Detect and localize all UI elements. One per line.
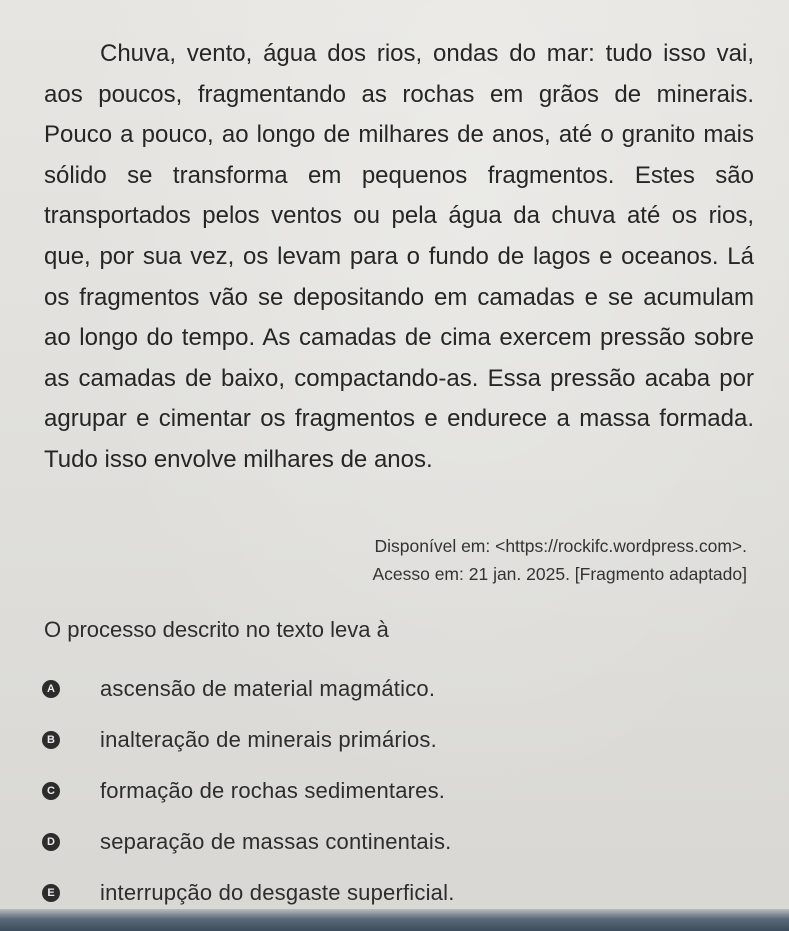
option-e-badge: E bbox=[42, 884, 60, 902]
screen-bottom-edge bbox=[0, 909, 789, 931]
option-a[interactable] bbox=[40, 663, 740, 714]
option-c-badge: C bbox=[42, 782, 60, 800]
option-c-text: formação de rochas sedimentares. bbox=[100, 777, 446, 803]
option-e-text: interrupção do desgaste superficial. bbox=[100, 879, 455, 905]
source-citation bbox=[277, 532, 747, 588]
option-b-text: inalteração de minerais primários. bbox=[100, 726, 437, 752]
option-d-text: separação de massas continentais. bbox=[100, 828, 452, 854]
source-access-line: Acesso em: 21 jan. 2025. [Fragmento adaptado] bbox=[372, 564, 747, 584]
source-url-line: Disponível em: <https://rockifc.wordpress.com>. bbox=[374, 536, 747, 556]
option-a-badge: A bbox=[42, 680, 60, 698]
option-d[interactable] bbox=[40, 816, 740, 867]
option-a-text: ascensão de material magmático. bbox=[100, 675, 436, 701]
option-c[interactable] bbox=[40, 765, 740, 816]
option-d-badge: D bbox=[42, 833, 60, 851]
answer-options bbox=[40, 663, 740, 918]
passage-text: Chuva, vento, água dos rios, ondas do mar: tudo isso vai, aos poucos, fragmentando as rochas em grãos de minerais. Pouco a pouco, ao longo de milhares de anos, até o granito mais sólido se transforma em pequenos fragmentos. Estes são transportados pelos ventos ou pela água da chuva até os rios, que, por sua vez, os levam para o fundo de lagos e oceanos. Lá os fragmentos vão se depositando em camadas e se acumulam ao longo do tempo. As camadas de cima exercem pressão sobre as camadas de baixo, compactando-as. Essa pressão acaba por agrupar e cimentar os fragmentos e endurece a massa formada. Tudo isso envolve milhares de anos. bbox=[44, 40, 754, 473]
question-stem: O processo descrito no texto leva à bbox=[44, 617, 389, 642]
option-b[interactable] bbox=[40, 714, 740, 765]
option-b-badge: B bbox=[42, 731, 60, 749]
